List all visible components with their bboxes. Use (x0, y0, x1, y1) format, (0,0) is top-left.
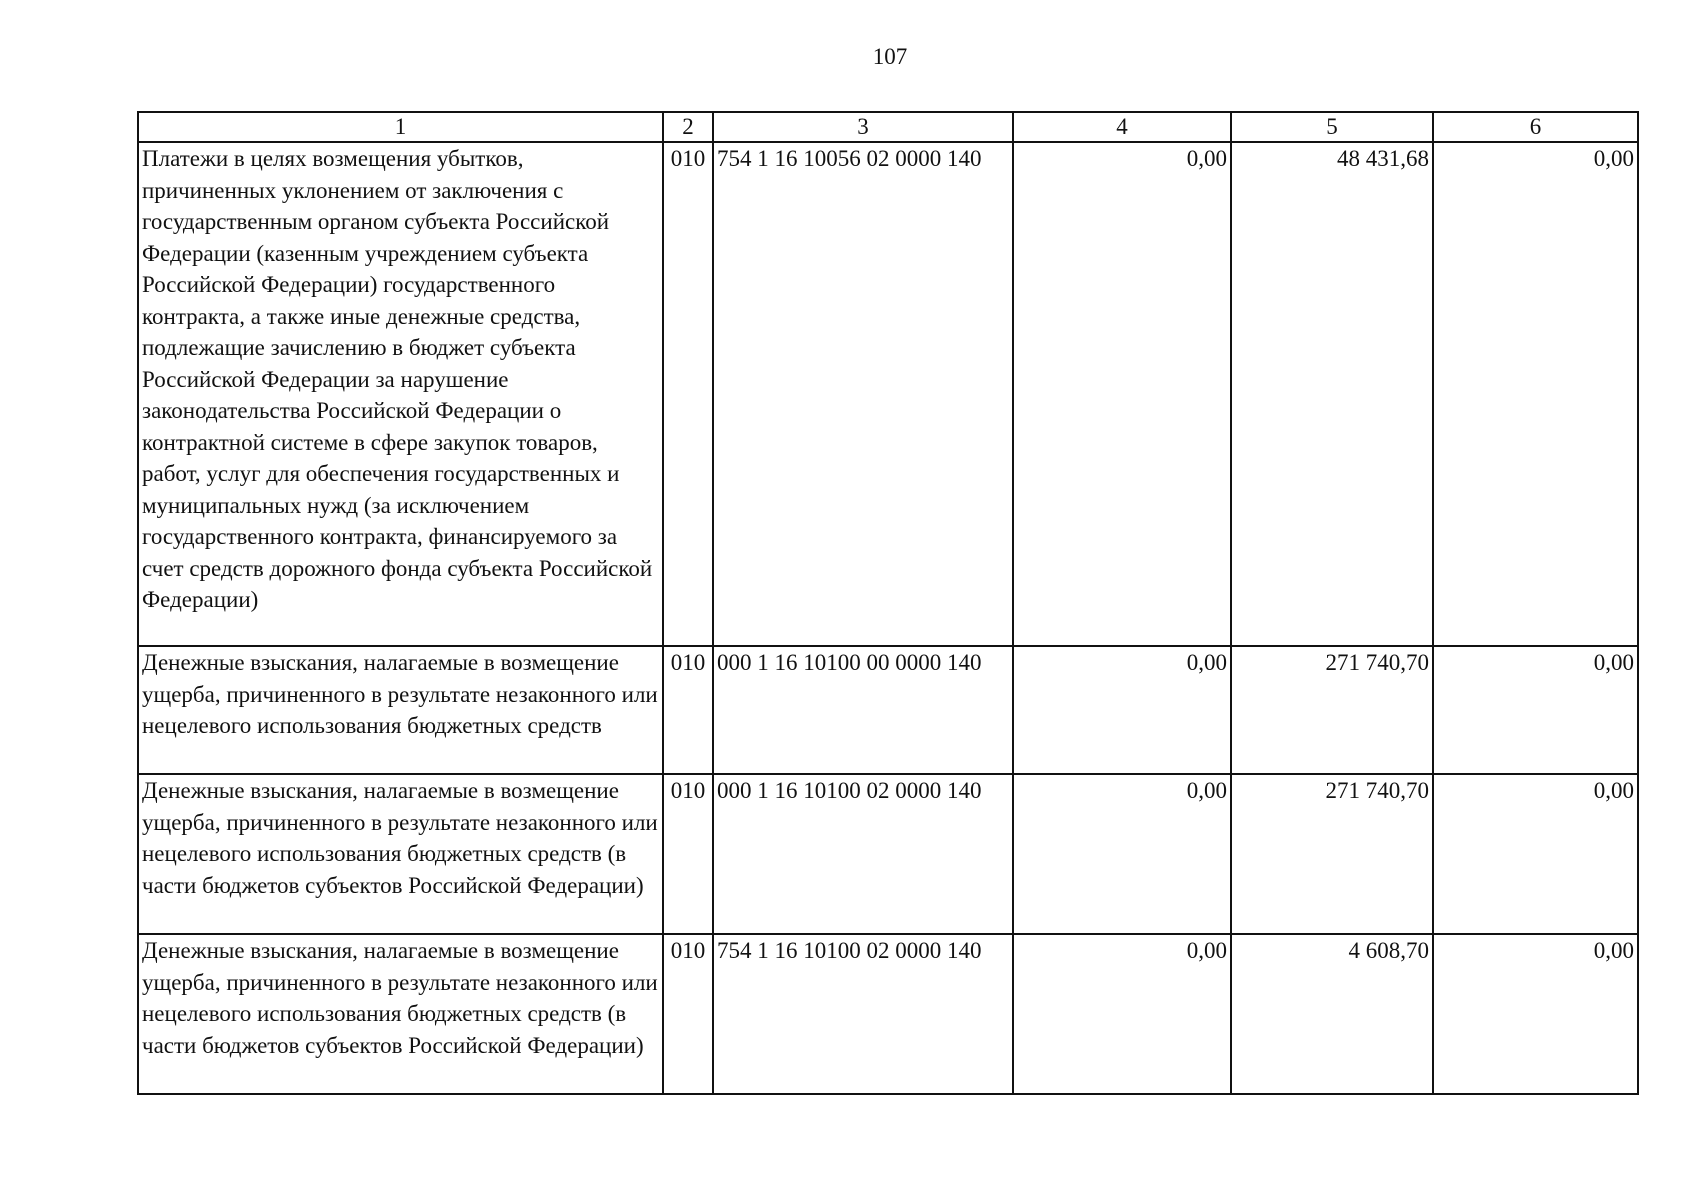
row-col6-value: 0,00 (1433, 934, 1638, 1094)
table-row (138, 142, 1638, 646)
header-col-6: 6 (1433, 112, 1638, 142)
row-col6-value: 0,00 (1433, 646, 1638, 774)
row-line-code: 010 (663, 142, 713, 646)
row-classification-code: 000 1 16 10100 00 0000 140 (713, 646, 1013, 774)
row-col4-value: 0,00 (1013, 774, 1231, 934)
header-col-4: 4 (1013, 112, 1231, 142)
table-row (138, 774, 1638, 934)
row-col6-value: 0,00 (1433, 142, 1638, 646)
row-description: Денежные взыскания, налагаемые в возмещение ущерба, причиненного в результате незаконного или нецелевого использования бюджетных средств (138, 646, 663, 774)
header-col-2: 2 (663, 112, 713, 142)
row-col5-value: 271 740,70 (1231, 774, 1433, 934)
row-line-code: 010 (663, 646, 713, 774)
row-col4-value: 0,00 (1013, 142, 1231, 646)
row-description: Платежи в целях возмещения убытков, причиненных уклонением от заключения с государственным органом субъекта Российской Федерации (казенным учреждением субъекта Российской Федерации) государственного контракта, а также иные денежные средства, подлежащие зачислению в бюджет субъекта Российской Федерации за нарушение законодательства Российской Федерации о контрактной системе в сфере закупок товаров, работ, услуг для обеспечения государственных и муниципальных нужд (за исключением государственного контракта, финансируемого за счет средств дорожного фонда субъекта Российской Федерации) (138, 142, 663, 646)
header-col-3: 3 (713, 112, 1013, 142)
row-classification-code: 754 1 16 10056 02 0000 140 (713, 142, 1013, 646)
table-row (138, 646, 1638, 774)
row-col5-value: 4 608,70 (1231, 934, 1433, 1094)
row-col4-value: 0,00 (1013, 934, 1231, 1094)
header-col-1: 1 (138, 112, 663, 142)
row-line-code: 010 (663, 774, 713, 934)
header-col-5: 5 (1231, 112, 1433, 142)
table-row (138, 934, 1638, 1094)
row-line-code: 010 (663, 934, 713, 1094)
row-col5-value: 48 431,68 (1231, 142, 1433, 646)
row-col5-value: 271 740,70 (1231, 646, 1433, 774)
row-classification-code: 000 1 16 10100 02 0000 140 (713, 774, 1013, 934)
page-number: 107 (872, 44, 908, 69)
row-classification-code: 754 1 16 10100 02 0000 140 (713, 934, 1013, 1094)
row-col6-value: 0,00 (1433, 774, 1638, 934)
table-header-row (138, 112, 1638, 142)
budget-table (137, 111, 1639, 1095)
row-description: Денежные взыскания, налагаемые в возмещение ущерба, причиненного в результате незаконного или нецелевого использования бюджетных средств (в части бюджетов субъектов Российской Федерации) (138, 774, 663, 934)
row-col4-value: 0,00 (1013, 646, 1231, 774)
row-description: Денежные взыскания, налагаемые в возмещение ущерба, причиненного в результате незаконного или нецелевого использования бюджетных средств (в части бюджетов субъектов Российской Федерации) (138, 934, 663, 1094)
